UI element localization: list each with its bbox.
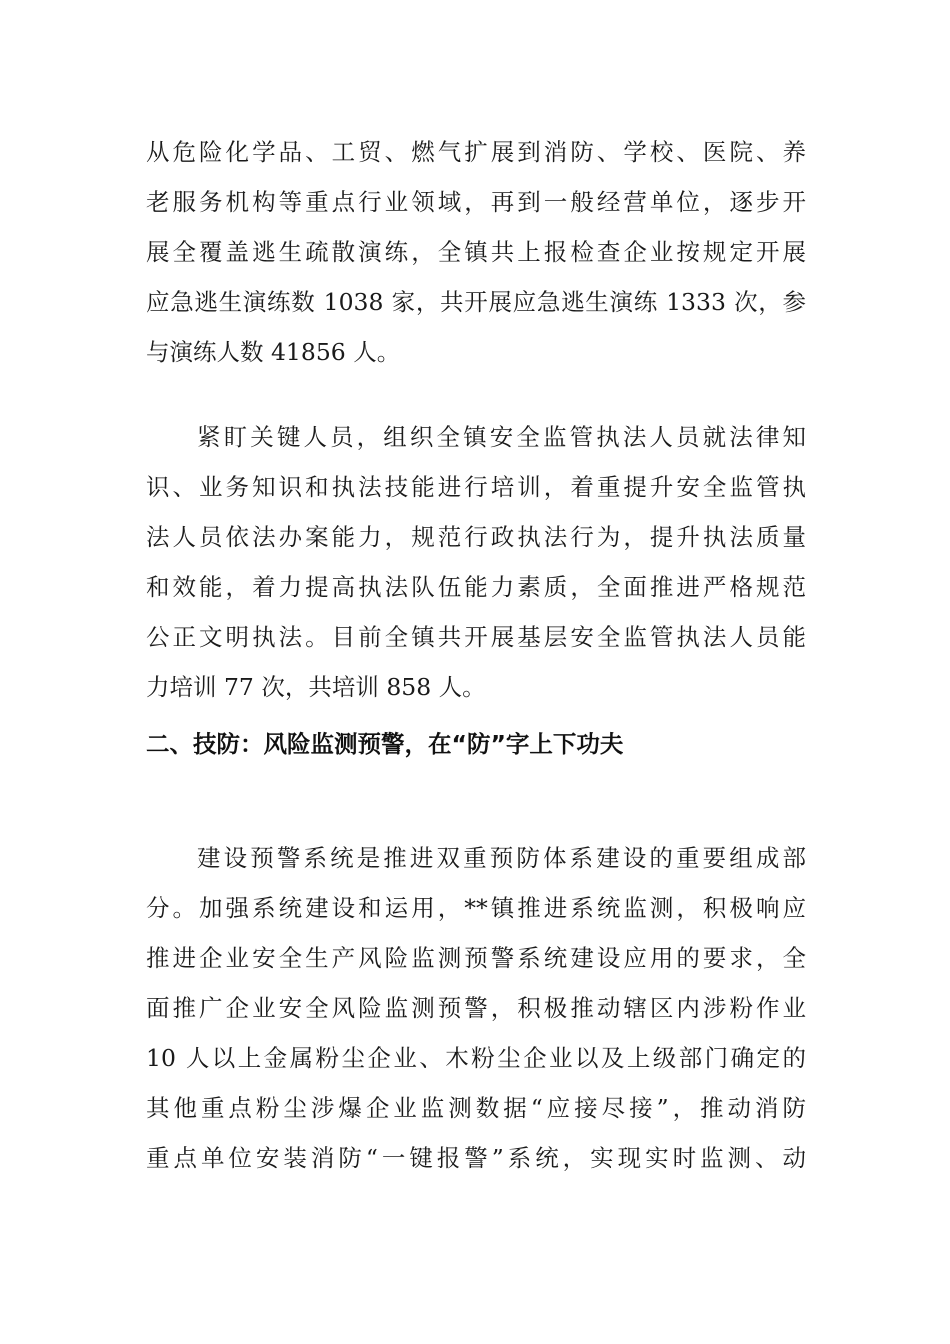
text-line: 力培训 77 次，共培训 858 人。	[146, 673, 486, 701]
paragraph-evacuation-drills	[146, 127, 806, 377]
text-line: 识、业务知识和执法技能进行培训，着重提升安全监管执	[146, 473, 806, 501]
paragraph-enforcement-training	[146, 412, 806, 712]
text-line: 面推广企业安全风险监测预警，积极推动辖区内涉粉作业	[146, 994, 806, 1022]
text-line: 推进企业安全生产风险监测预警系统建设应用的要求，全	[146, 944, 806, 972]
text-line: 与演练人数 41856 人。	[146, 338, 401, 366]
section-heading: 二、技防：风险监测预警，在“防”字上下功夫	[146, 730, 624, 758]
text-line: 从危险化学品、工贸、燃气扩展到消防、学校、医院、养	[146, 138, 806, 166]
text-line: 应急逃生演练数 1038 家，共开展应急逃生演练 1333 次，参	[146, 288, 806, 316]
text-line: 和效能，着力提高执法队伍能力素质，全面推进严格规范	[146, 573, 806, 601]
text-line: 重点单位安装消防“一键报警”系统，实现实时监测、动	[146, 1144, 806, 1172]
text-line: 展全覆盖逃生疏散演练，全镇共上报检查企业按规定开展	[146, 238, 806, 266]
text-line: 老服务机构等重点行业领域，再到一般经营单位，逐步开	[146, 188, 806, 216]
paragraph-warning-system	[146, 833, 806, 1183]
text-line: 建设预警系统是推进双重预防体系建设的重要组成部	[197, 844, 806, 872]
text-line: 公正文明执法。目前全镇共开展基层安全监管执法人员能	[146, 623, 806, 651]
text-line: 其他重点粉尘涉爆企业监测数据“应接尽接”，推动消防	[146, 1094, 806, 1122]
text-line: 法人员依法办案能力，规范行政执法行为，提升执法质量	[146, 523, 806, 551]
text-line: 10 人以上金属粉尘企业、木粉尘企业以及上级部门确定的	[146, 1044, 806, 1072]
text-line: 分。加强系统建设和运用，**镇推进系统监测，积极响应	[146, 894, 806, 922]
text-line: 紧盯关键人员，组织全镇安全监管执法人员就法律知	[197, 423, 806, 451]
